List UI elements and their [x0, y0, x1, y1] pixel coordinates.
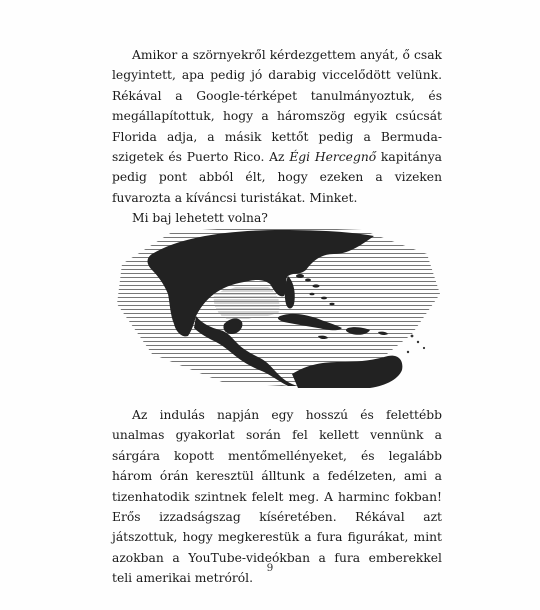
paragraph-1: [112, 45, 442, 208]
map-illustration: [112, 224, 442, 388]
caribbean-map-drawing: [112, 224, 442, 388]
paragraph-3: Az indulás napján egy hosszú és felettébb unalmas gyakorlat során fel kellett vennünk a sárgára kopott mentőmellényeket, és legalább három órán keresztül álltunk a fedélzeten, ami a tizenhatodik szintnek felelt meg. A harminc fokban! Erős izzadságszag kíséretében. Rékával azt játszottuk, hogy megkerestük a fura figurákat, mint azokban a YouTube-videókban a fura emberekkel teli amerikai metróról.: [112, 408, 442, 586]
paragraph-1-part-1: Amikor a szörnyekről kérdezgettem anyát, ő csak legyintett, apa pedig jó darabig viccelődött velünk. Rékával a Google-térképet tanulmányoztuk, és megállapítottuk, hogy a háromszög egyik csúcsát Florida adja, a másik kettőt pedig a Bermuda-szigetek és Puerto Rico. Az: [112, 48, 442, 165]
top-text-block: [112, 45, 442, 229]
paragraph-2-text: Mi baj lehetett volna?: [132, 211, 268, 226]
gulf-water: [214, 286, 280, 320]
page-number: 9: [266, 562, 274, 574]
ship-name: Égi Hercegnő: [289, 150, 377, 165]
atlantic-islets: [407, 335, 425, 354]
paragraph-1-part-2: kapitánya pedig pont abból élt, hogy ezeken a vizeken fuvarozta a kíváncsi turistákat. Minket.: [112, 150, 442, 205]
